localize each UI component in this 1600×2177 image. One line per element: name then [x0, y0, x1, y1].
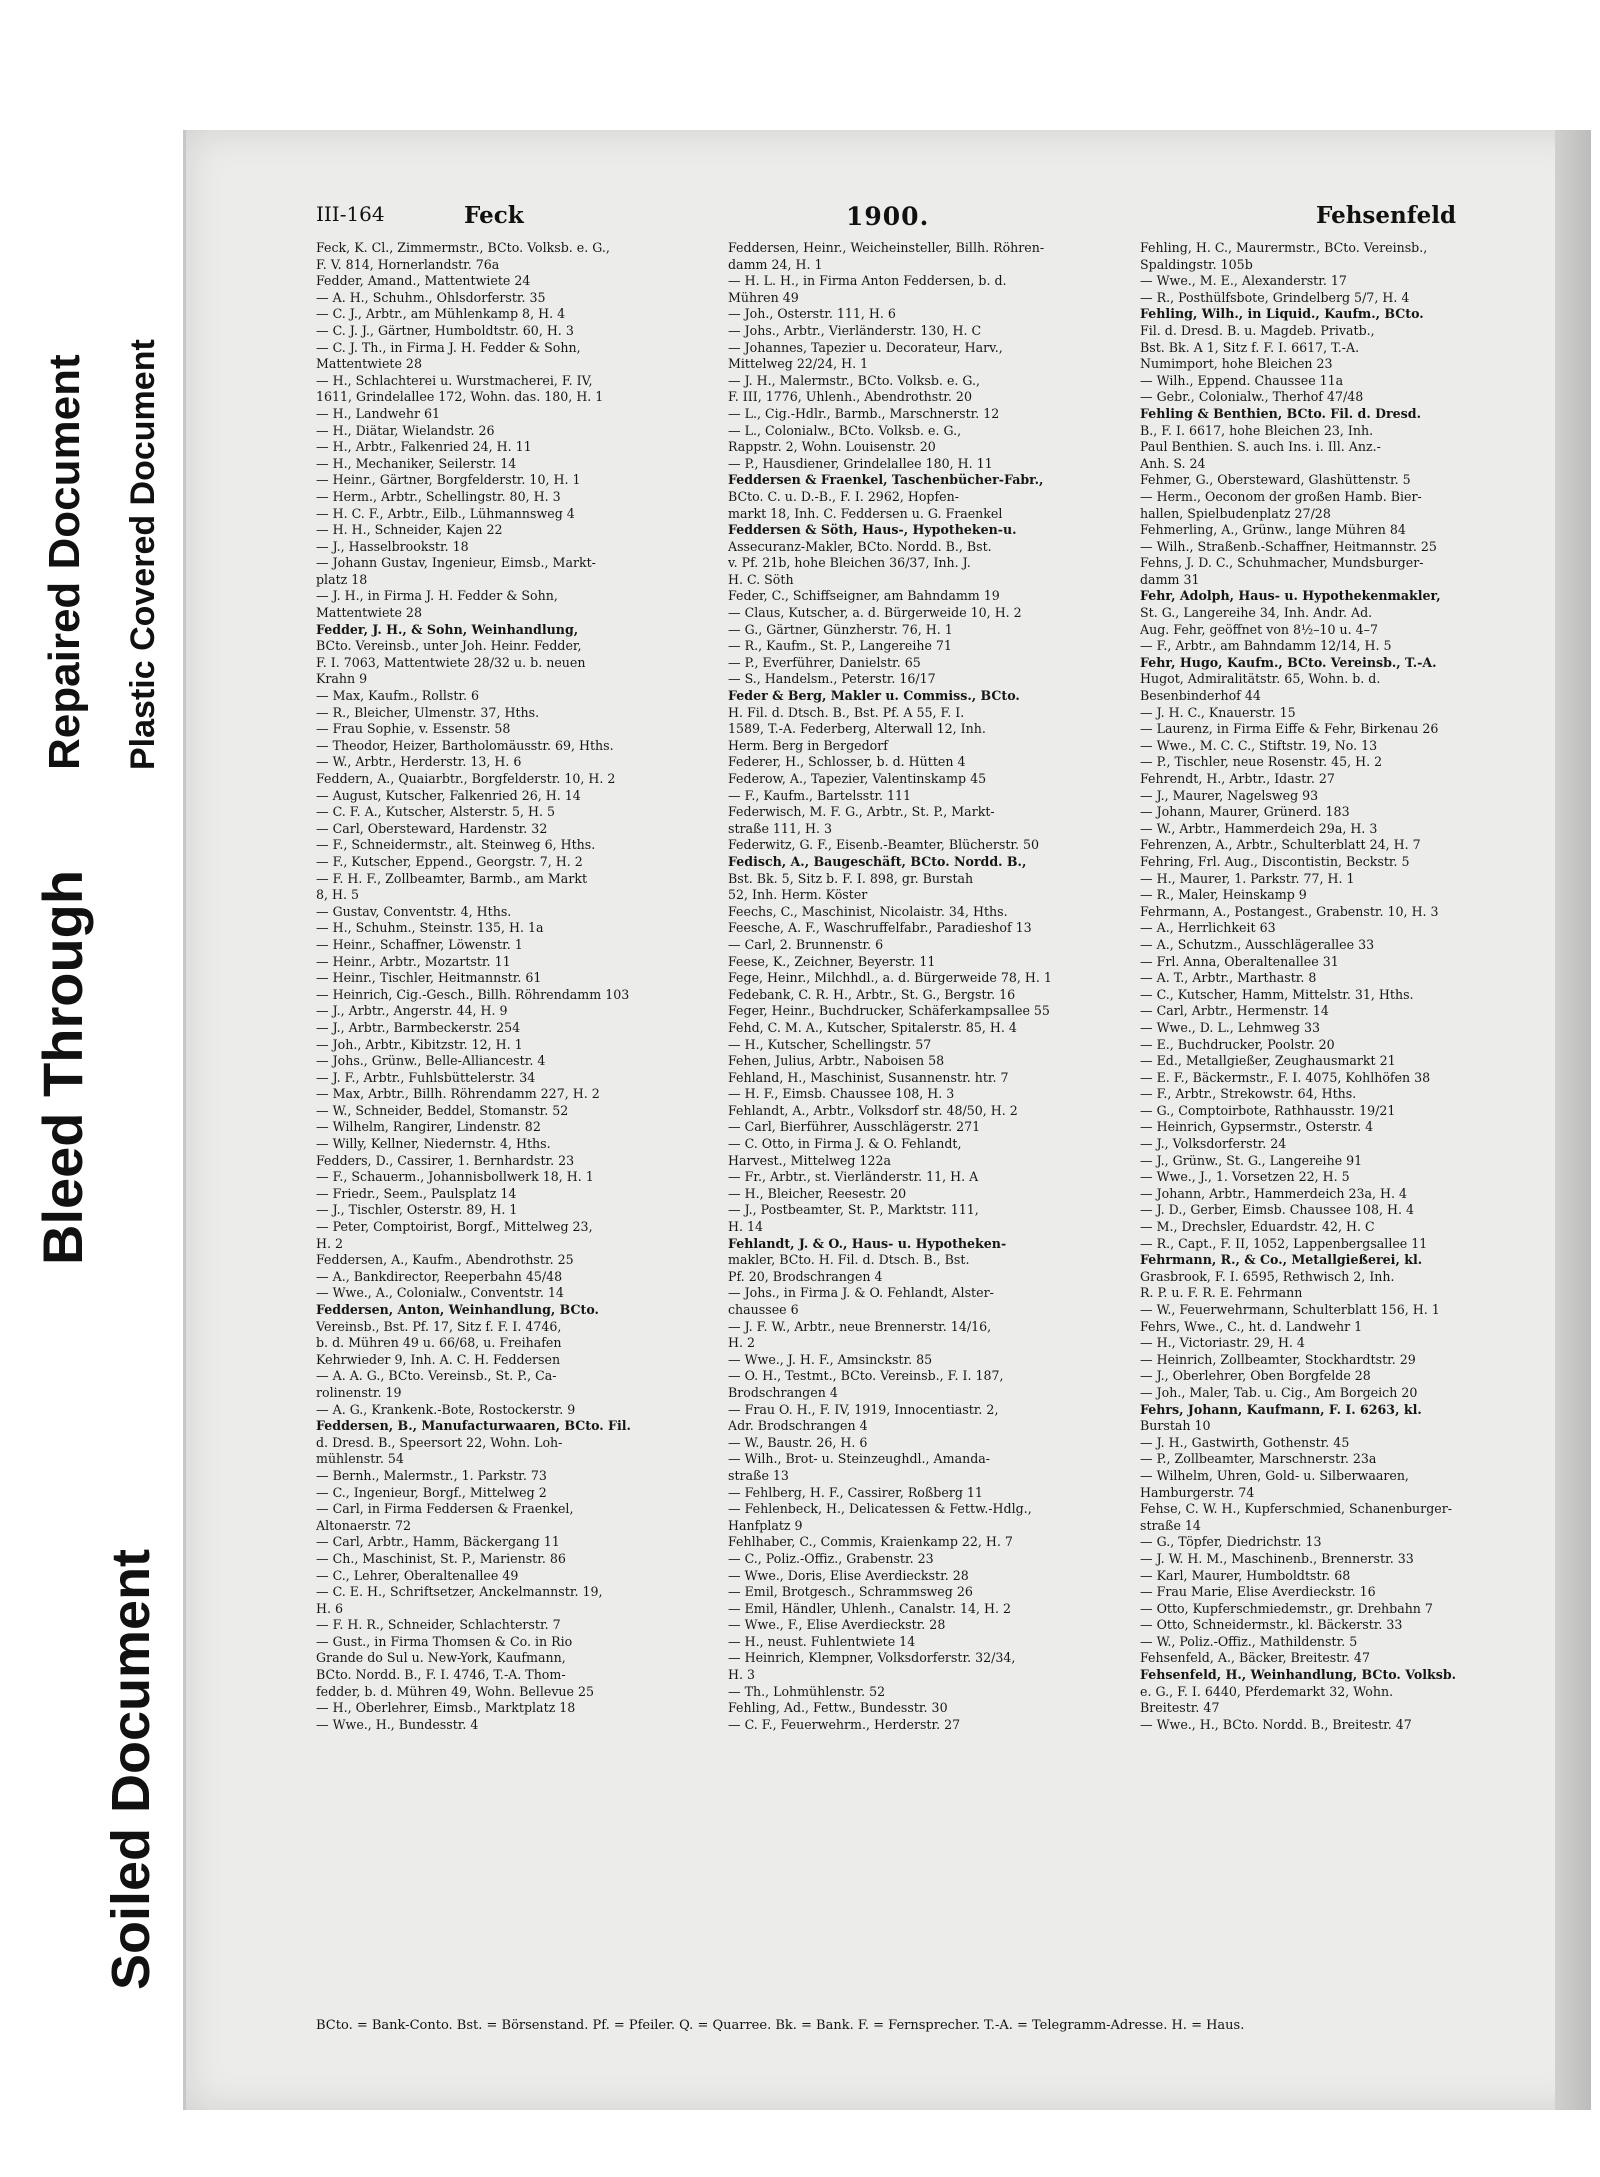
entry-line: H. C. Söth: [728, 571, 794, 587]
entry-line: — A., Herrlichkeit 63: [1140, 920, 1276, 936]
entry-line: — Ed., Metallgießer, Zeughausmarkt 21: [1140, 1053, 1396, 1069]
entry-line: platz 18: [316, 571, 368, 587]
entry-line: — C. Otto, in Firma J. & O. Fehlandt,: [728, 1136, 962, 1152]
entry-line: Fehling, H. C., Maurermstr., BCto. Vereinsb.,: [1140, 240, 1428, 255]
entry-line: F. I. 7063, Mattentwiete 28/32 u. b. neuen: [316, 654, 586, 670]
entry-line: — W., Schneider, Beddel, Stomanstr. 52: [316, 1102, 569, 1118]
entry-line: Paul Benthien. S. auch Ins. i. Ill. Anz.-: [1140, 439, 1381, 455]
entry-line: — R., Posthülfsbote, Grindelberg 5/7, H. 4: [1140, 289, 1410, 305]
bleed-through-label: Bleed Through: [31, 869, 94, 1265]
entry-line: — Fehlenbeck, H., Delicatessen & Fettw.-Hdlg.,: [728, 1501, 1032, 1517]
entry-line: — Heinr., Tischler, Heitmannstr. 61: [316, 970, 542, 986]
directory-column-2: [728, 240, 1123, 2010]
entry-line: — Frl. Anna, Oberaltenallee 31: [1140, 953, 1339, 969]
entry-line: — Gustav, Conventstr. 4, Hths.: [316, 903, 512, 919]
entry-line: — Carl, 2. Brunnenstr. 6: [728, 936, 884, 952]
plastic-covered-label: Plastic Covered Document: [124, 339, 162, 770]
firm-entry-line: Feddersen & Fraenkel, Taschenbücher-Fabr.,: [728, 472, 1044, 488]
entry-line: Vereinsb., Bst. Pf. 17, Sitz f. F. I. 4746,: [316, 1318, 562, 1334]
entry-line: Feese, K., Zeichner, Beyerstr. 11: [728, 953, 936, 969]
entry-line: — Wilh., Eppend. Chaussee 11a: [1140, 372, 1344, 388]
entry-line: — Fehlberg, H. F., Cassirer, Roßberg 11: [728, 1484, 983, 1500]
entry-line: F. III, 1776, Uhlenh., Abendrothstr. 20: [728, 389, 972, 405]
entry-line: — G., Comptoirbote, Rathhausstr. 19/21: [1140, 1102, 1396, 1118]
entry-line: — P., Everführer, Danielstr. 65: [728, 654, 921, 670]
entry-line: — C., Ingenieur, Borgf., Mittelweg 2: [316, 1484, 547, 1500]
directory-column-3: [1140, 240, 1535, 2010]
entry-line: — P., Zollbeamter, Marschnerstr. 23a: [1140, 1451, 1377, 1467]
entry-line: Krahn 9: [316, 671, 368, 687]
entry-line: rolinenstr. 19: [316, 1384, 402, 1400]
entry-line: — J. F. W., Arbtr., neue Brennerstr. 14/16,: [728, 1318, 992, 1334]
entry-line: — L., Cig.-Hdlr., Barmb., Marschnerstr. 12: [728, 405, 1000, 421]
entry-line: — Claus, Kutscher, a. d. Bürgerweide 10, H. 2: [728, 605, 1022, 621]
entry-line: — P., Hausdiener, Grindelallee 180, H. 11: [728, 455, 993, 471]
entry-line: R. P. u. F. R. E. Fehrmann: [1140, 1285, 1303, 1301]
entry-line: Fehrenzen, A., Arbtr., Schulterblatt 24, H. 7: [1140, 837, 1421, 853]
entry-line: — A., Bankdirector, Reeperbahn 45/48: [316, 1268, 563, 1284]
entry-line: — W., Arbtr., Hammerdeich 29a, H. 3: [1140, 820, 1378, 836]
entry-line: — A., Schutzm., Ausschlägerallee 33: [1140, 936, 1375, 952]
entry-line: Fedder, Amand., Mattentwiete 24: [316, 273, 531, 289]
firm-entry-line: Feder & Berg, Makler u. Commiss., BCto.: [728, 688, 1020, 704]
entry-line: — P., Tischler, neue Rosenstr. 45, H. 2: [1140, 754, 1383, 770]
entry-line: — C. J., Arbtr., am Mühlenkamp 8, H. 4: [316, 306, 566, 322]
entry-line: Fege, Heinr., Milchhdl., a. d. Bürgerweide 78, H. 1: [728, 970, 1052, 986]
entry-line: damm 31: [1140, 571, 1200, 587]
entry-line: — C., Poliz.-Offiz., Grabenstr. 23: [728, 1550, 934, 1566]
entry-line: — Frau Sophie, v. Essenstr. 58: [316, 721, 511, 737]
entry-line: Fehrendt, H., Arbtr., Idastr. 27: [1140, 771, 1335, 786]
entry-line: — Johann, Maurer, Grünerd. 183: [1140, 804, 1350, 820]
entry-line: — Otto, Kupferschmiedemstr., gr. Drehbahn 7: [1140, 1600, 1433, 1616]
entry-line: — G., Töpfer, Diedrichstr. 13: [1140, 1534, 1322, 1550]
entry-line: — H., Arbtr., Falkenried 24, H. 11: [316, 439, 532, 455]
entry-line: Hugot, Admiralitätstr. 65, Wohn. b. d.: [1140, 671, 1381, 687]
entry-line: — H., Kutscher, Schellingstr. 57: [728, 1036, 932, 1052]
firm-entry-line: Fehling, Wilh., in Liquid., Kaufm., BCto.: [1140, 306, 1424, 322]
entry-line: — Wwe., M. E., Alexanderstr. 17: [1140, 273, 1347, 289]
entry-line: chaussee 6: [728, 1302, 799, 1317]
entry-line: — Heinrich, Zollbeamter, Stockhardtstr. 29: [1140, 1351, 1416, 1367]
entry-line: Feger, Heinr., Buchdrucker, Schäferkampsallee 55: [728, 1003, 1050, 1019]
entry-line: 8, H. 5: [316, 887, 360, 903]
entry-line: — H., Diätar, Wielandstr. 26: [316, 422, 495, 438]
entry-line: Mittelweg 22/24, H. 1: [728, 356, 869, 372]
entry-line: Fehrmann, A., Postangest., Grabenstr. 10, H. 3: [1140, 903, 1439, 919]
entry-line: — Peter, Comptoirist, Borgf., Mittelweg 23,: [316, 1219, 593, 1235]
entry-line: — J. D., Gerber, Eimsb. Chaussee 108, H. 4: [1140, 1202, 1414, 1218]
entry-line: straße 13: [728, 1467, 789, 1483]
entry-line: Feddersen, Heinr., Weicheinsteller, Billh. Röhren-: [728, 240, 1045, 255]
entry-line: — Wwe., J. H. F., Amsinckstr. 85: [728, 1351, 933, 1367]
entry-line: fedder, b. d. Mühren 49, Wohn. Bellevue 25: [316, 1683, 595, 1699]
entry-line: — J., Arbtr., Angerstr. 44, H. 9: [316, 1003, 508, 1019]
entry-line: — H. H., Schneider, Kajen 22: [316, 522, 503, 538]
firm-entry-line: Fehling & Benthien, BCto. Fil. d. Dresd.: [1140, 405, 1421, 421]
entry-line: — C., Kutscher, Hamm, Mittelstr. 31, Hths.: [1140, 986, 1414, 1002]
entry-line: — J. W. H. M., Maschinenb., Brennerstr. 33: [1140, 1550, 1414, 1566]
firm-entry-line: Feddersen & Söth, Haus-, Hypotheken-u.: [728, 522, 1017, 538]
entry-line: d. Dresd. B., Speersort 22, Wohn. Loh-: [316, 1434, 563, 1450]
entry-line: Federwisch, M. F. G., Arbtr., St. P., Markt-: [728, 804, 995, 820]
entry-line: Mattentwiete 28: [316, 356, 422, 372]
entry-line: — Gebr., Colonialw., Therhof 47/48: [1140, 389, 1364, 405]
entry-line: — H., Bleicher, Reesestr. 20: [728, 1185, 907, 1201]
entry-line: — W., Poliz.-Offiz., Mathildenstr. 5: [1140, 1633, 1358, 1649]
entry-line: straße 111, H. 3: [728, 820, 832, 836]
entry-line: — H., Landwehr 61: [316, 405, 441, 421]
page-number: III-164: [316, 202, 385, 226]
entry-line: — J., Grünw., St. G., Langereihe 91: [1140, 1152, 1363, 1168]
entry-line: — C. J. J., Gärtner, Humboldtstr. 60, H. 3: [316, 322, 574, 338]
entry-line: hallen, Spielbudenplatz 27/28: [1140, 505, 1331, 521]
entry-line: Pf. 20, Brodschrangen 4: [728, 1268, 883, 1284]
entry-line: — J., Volksdorferstr. 24: [1140, 1136, 1287, 1152]
entry-line: — Joh., Osterstr. 111, H. 6: [728, 306, 896, 322]
entry-line: Fehns, J. D. C., Schuhmacher, Mundsburger-: [1140, 555, 1424, 571]
entry-line: — Carl, Arbtr., Hermenstr. 14: [1140, 1003, 1329, 1019]
entry-line: — J., Oberlehrer, Oben Borgfelde 28: [1140, 1368, 1371, 1384]
entry-line: — Johannes, Tapezier u. Decorateur, Harv.,: [728, 339, 1003, 355]
firm-entry-line: Fedisch, A., Baugeschäft, BCto. Nordd. B.,: [728, 853, 1027, 869]
entry-line: — R., Capt., F. II, 1052, Lappenbergsallee 11: [1140, 1235, 1428, 1251]
entry-line: Altonaerstr. 72: [316, 1517, 412, 1533]
entry-line: — Theodor, Heizer, Bartholomäusstr. 69, Hths.: [316, 737, 614, 753]
entry-line: — J. H., Malermstr., BCto. Volksb. e. G.,: [728, 372, 981, 388]
firm-entry-line: Fehlandt, J. & O., Haus- u. Hypotheken-: [728, 1235, 1007, 1251]
entry-line: — Herm., Oeconom der großen Hamb. Bier-: [1140, 488, 1422, 504]
entry-line: — E. F., Bäckermstr., F. I. 4075, Kohlhöfen 38: [1140, 1069, 1431, 1085]
entry-line: H. 14: [728, 1219, 764, 1235]
entry-line: Feddern, A., Quaiarbtr., Borgfelderstr. 10, H. 2: [316, 771, 616, 786]
entry-line: damm 24, H. 1: [728, 256, 823, 272]
entry-line: Fehland, H., Maschinist, Susannenstr. htr. 7: [728, 1069, 1009, 1085]
page-header: [316, 202, 1516, 234]
entry-line: — F., Kutscher, Eppend., Georgstr. 7, H. 2: [316, 853, 583, 869]
directory-columns: [316, 240, 1536, 2010]
firm-entry-line: Fehr, Hugo, Kaufm., BCto. Vereinsb., T.-A.: [1140, 654, 1437, 670]
entry-line: — H. L. H., in Firma Anton Feddersen, b. d.: [728, 273, 1007, 289]
firm-entry-line: Fehr, Adolph, Haus- u. Hypothekenmakler,: [1140, 588, 1441, 604]
page-edge: [1555, 130, 1591, 2110]
entry-line: — Heinrich, Klempner, Volksdorferstr. 32/34,: [728, 1650, 1016, 1666]
entry-line: H. Fil. d. Dtsch. B., Bst. Pf. A 55, F. I.: [728, 704, 965, 720]
entry-line: — F., Arbtr., Strekowstr. 64, Hths.: [1140, 1086, 1357, 1102]
entry-line: — H., Schuhm., Steinstr. 135, H. 1a: [316, 920, 544, 936]
entry-line: Adr. Brodschrangen 4: [728, 1418, 868, 1434]
entry-line: Fehsenfeld, A., Bäcker, Breitestr. 47: [1140, 1650, 1370, 1666]
firm-entry-line: Fehsenfeld, H., Weinhandlung, BCto. Volksb.: [1140, 1667, 1457, 1683]
entry-line: — A. A. G., BCto. Vereinsb., St. P., Ca-: [316, 1368, 557, 1384]
entry-line: Herm. Berg in Bergedorf: [728, 737, 888, 753]
entry-line: — A. G., Krankenk.-Bote, Rostockerstr. 9: [316, 1401, 576, 1417]
entry-line: — Carl, in Firma Feddersen & Fraenkel,: [316, 1501, 574, 1517]
entry-line: 1611, Grindelallee 172, Wohn. das. 180, H. 1: [316, 389, 604, 405]
firm-entry-line: Fehrs, Johann, Kaufmann, F. I. 6263, kl.: [1140, 1401, 1422, 1417]
entry-line: — C. F. A., Kutscher, Alsterstr. 5, H. 5: [316, 804, 556, 820]
entry-line: — H., Maurer, 1. Parkstr. 77, H. 1: [1140, 870, 1355, 886]
firm-entry-line: Fehrmann, R., & Co., Metallgießerei, kl.: [1140, 1252, 1423, 1268]
entry-line: — Carl, Obersteward, Hardenstr. 32: [316, 820, 548, 836]
entry-line: — Frau O. H., F. IV, 1919, Innocentiastr. 2,: [728, 1401, 999, 1417]
entry-line: — R., Maler, Heinskamp 9: [1140, 887, 1307, 903]
entry-line: — Johann Gustav, Ingenieur, Eimsb., Markt-: [316, 555, 596, 571]
entry-line: — C. E. H., Schriftsetzer, Anckelmannstr. 19,: [316, 1584, 603, 1600]
entry-line: mühlenstr. 54: [316, 1451, 404, 1467]
entry-line: — J., Hasselbrookstr. 18: [316, 538, 469, 554]
year-heading: 1900.: [846, 202, 930, 231]
entry-line: makler, BCto. H. Fil. d. Dtsch. B., Bst.: [728, 1252, 970, 1268]
entry-line: Fehlandt, A., Arbtr., Volksdorf str. 48/50, H. 2: [728, 1102, 1018, 1118]
left-running-head: Feck: [464, 202, 524, 229]
entry-line: — Wwe., D. L., Lehmweg 33: [1140, 1019, 1321, 1035]
entry-line: — Johann, Arbtr., Hammerdeich 23a, H. 4: [1140, 1185, 1408, 1201]
firm-entry-line: Feddersen, Anton, Weinhandlung, BCto.: [316, 1302, 599, 1317]
scanned-page: [183, 130, 1591, 2110]
entry-line: — Otto, Schneidermstr., kl. Bäckerstr. 33: [1140, 1617, 1403, 1633]
entry-line: Fedders, D., Cassirer, 1. Bernhardstr. 23: [316, 1152, 575, 1168]
entry-line: 1589, T.-A. Federberg, Alterwall 12, Inh.: [728, 721, 986, 737]
entry-line: Fehlhaber, C., Commis, Kraienkamp 22, H. 7: [728, 1534, 1013, 1550]
entry-line: Bst. Bk. 5, Sitz b. F. I. 898, gr. Burstah: [728, 870, 974, 886]
entry-line: — Wwe., F., Elise Averdieckstr. 28: [728, 1617, 946, 1633]
entry-line: — Heinrich, Cig.-Gesch., Billh. Röhrendamm 103: [316, 986, 630, 1002]
entry-line: — Heinr., Schaffner, Löwenstr. 1: [316, 936, 523, 952]
entry-line: — J., Postbeamter, St. P., Marktstr. 111,: [728, 1202, 979, 1218]
entry-line: — H. C. F., Arbtr., Eilb., Lühmannsweg 4: [316, 505, 575, 521]
entry-line: — Heinrich, Gypsermstr., Osterstr. 4: [1140, 1119, 1374, 1135]
entry-line: v. Pf. 21b, hohe Bleichen 36/37, Inh. J.: [728, 555, 971, 571]
entry-line: — W., Feuerwehrmann, Schulterblatt 156, H. 1: [1140, 1302, 1440, 1317]
entry-line: H. 3: [728, 1667, 756, 1683]
entry-line: Kehrwieder 9, Inh. A. C. H. Feddersen: [316, 1351, 561, 1367]
entry-line: — Carl, Bierführer, Ausschlägerstr. 271: [728, 1119, 981, 1135]
entry-line: — A. H., Schuhm., Ohlsdorferstr. 35: [316, 289, 546, 305]
entry-line: — F., Arbtr., am Bahndamm 12/14, H. 5: [1140, 638, 1392, 654]
entry-line: Mattentwiete 28: [316, 605, 422, 621]
entry-line: e. G., F. I. 6440, Pferdemarkt 32, Wohn.: [1140, 1683, 1394, 1699]
entry-line: — Ch., Maschinist, St. P., Marienstr. 86: [316, 1550, 566, 1566]
entry-line: — J. F., Arbtr., Fuhlsbüttelerstr. 34: [316, 1069, 536, 1085]
entry-line: — C. J. Th., in Firma J. H. Fedder & Sohn,: [316, 339, 581, 355]
directory-column-1: [316, 240, 711, 2010]
entry-line: Federwitz, G. F., Eisenb.-Beamter, Blücherstr. 50: [728, 837, 1040, 853]
soiled-document-label: Soiled Document: [101, 1548, 161, 1990]
entry-line: Fehen, Julius, Arbtr., Naboisen 58: [728, 1053, 945, 1069]
entry-line: — Max, Arbtr., Billh. Röhrendamm 227, H. 2: [316, 1086, 600, 1102]
firm-entry-line: Fedder, J. H., & Sohn, Weinhandlung,: [316, 621, 579, 637]
entry-line: — Wwe., A., Colonialw., Conventstr. 14: [316, 1285, 564, 1301]
entry-line: — F., Schneidermstr., alt. Steinweg 6, Hths.: [316, 837, 596, 853]
entry-line: — Wwe., Doris, Elise Averdieckstr. 28: [728, 1567, 969, 1583]
entry-line: — J., Arbtr., Barmbeckerstr. 254: [316, 1019, 521, 1035]
entry-line: — Johs., in Firma J. & O. Fehlandt, Alster-: [728, 1285, 994, 1301]
entry-line: Spaldingstr. 105b: [1140, 256, 1253, 272]
entry-line: — M., Drechsler, Eduardstr. 42, H. C: [1140, 1219, 1375, 1235]
entry-line: Hamburgerstr. 74: [1140, 1484, 1255, 1500]
entry-line: Besenbinderhof 44: [1140, 688, 1261, 704]
entry-line: Feck, K. Cl., Zimmermstr., BCto. Volksb. e. G.,: [316, 240, 610, 255]
entry-line: — August, Kutscher, Falkenried 26, H. 14: [316, 787, 581, 803]
entry-line: Fehling, Ad., Fettw., Bundesstr. 30: [728, 1700, 948, 1716]
entry-line: — Willy, Kellner, Niedernstr. 4, Hths.: [316, 1136, 551, 1152]
entry-line: — Joh., Maler, Tab. u. Cig., Am Borgeich 20: [1140, 1384, 1418, 1400]
entry-line: — Heinr., Arbtr., Mozartstr. 11: [316, 953, 511, 969]
entry-line: Breitestr. 47: [1140, 1700, 1220, 1716]
entry-line: — Wilh., Brot- u. Steinzeughdl., Amanda-: [728, 1451, 991, 1467]
entry-line: — Emil, Händler, Uhlenh., Canalstr. 14, H. 2: [728, 1600, 1012, 1616]
entry-line: — H., Victoriastr. 29, H. 4: [1140, 1335, 1305, 1351]
entry-line: St. G., Langereihe 34, Inh. Andr. Ad.: [1140, 605, 1373, 621]
entry-line: Feddersen, A., Kaufm., Abendrothstr. 25: [316, 1252, 574, 1268]
entry-line: — Heinr., Gärtner, Borgfelderstr. 10, H. 1: [316, 472, 581, 488]
entry-line: Numimport, hohe Bleichen 23: [1140, 356, 1333, 372]
entry-line: Fil. d. Dresd. B. u. Magdeb. Privatb.,: [1140, 322, 1375, 338]
entry-line: — Laurenz, in Firma Eiffe & Fehr, Birkenau 26: [1140, 721, 1439, 737]
entry-line: — Karl, Maurer, Humboldtstr. 68: [1140, 1567, 1351, 1583]
entry-line: — E., Buchdrucker, Poolstr. 20: [1140, 1036, 1335, 1052]
entry-line: — F. H. F., Zollbeamter, Barmb., am Markt: [316, 870, 588, 886]
entry-line: — Wilhelm, Uhren, Gold- u. Silberwaaren,: [1140, 1467, 1409, 1483]
entry-line: Brodschrangen 4: [728, 1384, 838, 1400]
entry-line: — Wilhelm, Rangirer, Lindenstr. 82: [316, 1119, 541, 1135]
entry-line: — R., Bleicher, Ulmenstr. 37, Hths.: [316, 704, 540, 720]
entry-line: — R., Kaufm., St. P., Langereihe 71: [728, 638, 952, 654]
entry-line: Feder, C., Schiffseigner, am Bahndamm 19: [728, 588, 1000, 604]
entry-line: — H., Oberlehrer, Eimsb., Marktplatz 18: [316, 1700, 576, 1716]
entry-line: — J., Maurer, Nagelsweg 93: [1140, 787, 1319, 803]
abbreviation-legend: BCto. = Bank-Conto. Bst. = Börsenstand. Pf. = Pfeiler. Q. = Quarree. Bk. = Bank. F. = Fernsprecher. T.-A. = Telegramm-Adresse. H. = Haus.: [316, 2018, 1245, 2033]
entry-line: — H., neust. Fuhlentwiete 14: [728, 1633, 916, 1649]
entry-line: — Joh., Arbtr., Kibitzstr. 12, H. 1: [316, 1036, 523, 1052]
entry-line: — Wwe., H., BCto. Nordd. B., Breitestr. 47: [1140, 1716, 1412, 1732]
entry-line: — Fr., Arbtr., st. Vierländerstr. 11, H. A: [728, 1169, 979, 1185]
entry-line: H. 6: [316, 1600, 344, 1616]
entry-line: Rappstr. 2, Wohn. Louisenstr. 20: [728, 439, 936, 455]
entry-line: — Wilh., Straßenb.-Schaffner, Heitmannstr. 25: [1140, 538, 1437, 554]
entry-line: Feesche, A. F., Waschruffelfabr., Paradieshof 13: [728, 920, 1032, 936]
entry-line: Harvest., Mittelweg 122a: [728, 1152, 891, 1168]
entry-line: — J. H. C., Knauerstr. 15: [1140, 704, 1296, 720]
entry-line: — W., Arbtr., Herderstr. 13, H. 6: [316, 754, 522, 770]
entry-line: Grande do Sul u. New-York, Kaufmann,: [316, 1650, 566, 1666]
entry-line: Aug. Fehr, geöffnet von 8½–10 u. 4–7: [1140, 621, 1378, 637]
entry-line: — Carl, Arbtr., Hamm, Bäckergang 11: [316, 1534, 560, 1550]
entry-line: — Wwe., M. C. C., Stiftstr. 19, No. 13: [1140, 737, 1378, 753]
entry-line: — H., Schlachterei u. Wurstmacherei, F. IV,: [316, 372, 593, 388]
entry-line: — Bernh., Malermstr., 1. Parkstr. 73: [316, 1467, 547, 1483]
entry-line: Fehrs, Wwe., C., ht. d. Landwehr 1: [1140, 1318, 1363, 1334]
entry-line: Burstah 10: [1140, 1418, 1211, 1434]
entry-line: 52, Inh. Herm. Köster: [728, 887, 868, 903]
entry-line: — F., Schauerm., Johannisbollwerk 18, H. 1: [316, 1169, 594, 1185]
entry-line: — F., Kaufm., Bartelsstr. 111: [728, 787, 912, 803]
entry-line: — Max, Kaufm., Rollstr. 6: [316, 688, 480, 704]
entry-line: H. 2: [728, 1335, 756, 1351]
entry-line: Fehd, C. M. A., Kutscher, Spitalerstr. 85, H. 4: [728, 1019, 1017, 1035]
right-running-head: Fehsenfeld: [1316, 202, 1457, 229]
entry-line: — S., Handelsm., Peterstr. 16/17: [728, 671, 936, 687]
entry-line: markt 18, Inh. C. Feddersen u. G. Fraenkel: [728, 505, 1003, 521]
entry-line: — F. H. R., Schneider, Schlachterstr. 7: [316, 1617, 561, 1633]
entry-line: — A. T., Arbtr., Marthastr. 8: [1140, 970, 1317, 986]
entry-line: Fehmer, G., Obersteward, Glashüttenstr. 5: [1140, 472, 1411, 488]
entry-line: Federer, H., Schlosser, b. d. Hütten 4: [728, 754, 966, 770]
entry-line: Federow, A., Tapezier, Valentinskamp 45: [728, 771, 987, 786]
entry-line: F. V. 814, Hornerlandstr. 76a: [316, 256, 500, 272]
entry-line: — Johs., Grünw., Belle-Alliancestr. 4: [316, 1053, 546, 1069]
entry-line: — J. H., Gastwirth, Gothenstr. 45: [1140, 1434, 1350, 1450]
entry-line: BCto. C. u. D.-B., F. I. 2962, Hopfen-: [728, 488, 959, 504]
entry-line: B., F. I. 6617, hohe Bleichen 23, Inh.: [1140, 422, 1374, 438]
entry-line: — Emil, Brotgesch., Schrammsweg 26: [728, 1584, 973, 1600]
entry-line: — H. F., Eimsb. Chaussee 108, H. 3: [728, 1086, 955, 1102]
entry-line: — J., Tischler, Osterstr. 89, H. 1: [316, 1202, 518, 1218]
entry-line: Grasbrook, F. I. 6595, Rethwisch 2, Inh.: [1140, 1268, 1395, 1284]
entry-line: — W., Baustr. 26, H. 6: [728, 1434, 868, 1450]
entry-line: — Gust., in Firma Thomsen & Co. in Rio: [316, 1633, 573, 1649]
entry-line: — Frau Marie, Elise Averdieckstr. 16: [1140, 1584, 1376, 1600]
entry-line: — O. H., Testmt., BCto. Vereinsb., F. I. 187,: [728, 1368, 1004, 1384]
entry-line: Feechs, C., Maschinist, Nicolaistr. 34, Hths.: [728, 903, 1008, 919]
entry-line: — L., Colonialw., BCto. Volksb. e. G.,: [728, 422, 962, 438]
entry-line: Fehse, C. W. H., Kupferschmied, Schanenburger-: [1140, 1501, 1452, 1517]
repaired-document-label: Repaired Document: [40, 354, 89, 770]
entry-line: — C., Lehrer, Oberaltenallee 49: [316, 1567, 519, 1583]
entry-line: — J. H., in Firma J. H. Fedder & Sohn,: [316, 588, 558, 604]
entry-line: — Johs., Arbtr., Vierländerstr. 130, H. C: [728, 322, 982, 338]
entry-line: — H., Mechaniker, Seilerstr. 14: [316, 455, 517, 471]
entry-line: Fedebank, C. R. H., Arbtr., St. G., Bergstr. 16: [728, 986, 1016, 1002]
entry-line: — Wwe., H., Bundesstr. 4: [316, 1716, 479, 1732]
entry-line: H. 2: [316, 1235, 344, 1251]
entry-line: Mühren 49: [728, 289, 799, 305]
firm-entry-line: Feddersen, B., Manufacturwaaren, BCto. Fil.: [316, 1418, 631, 1434]
entry-line: — Wwe., J., 1. Vorsetzen 22, H. 5: [1140, 1169, 1350, 1185]
entry-line: BCto. Vereinsb., unter Joh. Heinr. Fedder,: [316, 638, 582, 654]
entry-line: Assecuranz-Makler, BCto. Nordd. B., Bst.: [728, 538, 992, 554]
entry-line: — Friedr., Seem., Paulsplatz 14: [316, 1185, 517, 1201]
entry-line: — C. F., Feuerwehrm., Herderstr. 27: [728, 1716, 961, 1732]
entry-line: straße 14: [1140, 1517, 1201, 1533]
entry-line: Hanfplatz 9: [728, 1517, 803, 1533]
entry-line: Fehring, Frl. Aug., Discontistin, Beckstr. 5: [1140, 853, 1410, 869]
entry-line: — Th., Lohmühlenstr. 52: [728, 1683, 886, 1699]
entry-line: Bst. Bk. A 1, Sitz f. F. I. 6617, T.-A.: [1140, 339, 1360, 355]
entry-line: Anh. S. 24: [1140, 455, 1206, 471]
entry-line: Fehmerling, A., Grünw., lange Mühren 84: [1140, 522, 1406, 538]
entry-line: — G., Gärtner, Günzherstr. 76, H. 1: [728, 621, 953, 637]
entry-line: BCto. Nordd. B., F. I. 4746, T.-A. Thom-: [316, 1667, 566, 1683]
entry-line: b. d. Mühren 49 u. 66/68, u. Freihafen: [316, 1335, 562, 1351]
entry-line: — Herm., Arbtr., Schellingstr. 80, H. 3: [316, 488, 561, 504]
